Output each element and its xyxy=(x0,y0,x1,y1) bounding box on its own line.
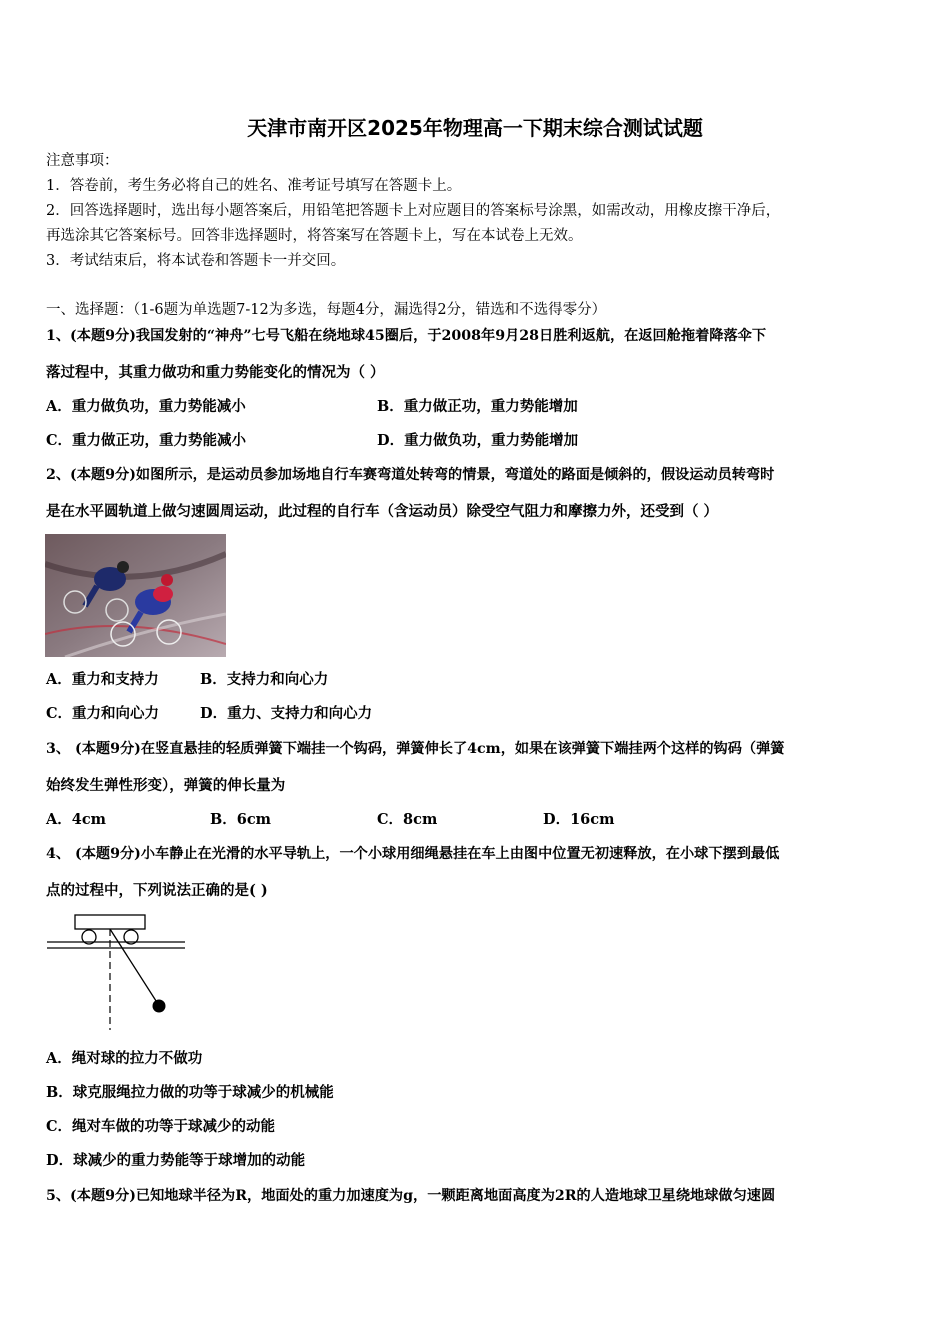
q2-option-c: C．重力和向心力 xyxy=(46,705,160,722)
q1-option-c: C．重力做正功，重力势能减小 xyxy=(46,432,247,449)
q4-option-b: B．球克服绳拉力做的功等于球减少的机械能 xyxy=(46,1084,334,1101)
cart-pendulum-diagram xyxy=(45,912,190,1032)
cycling-photo xyxy=(45,534,226,657)
q3-option-a: A．4cm xyxy=(46,811,107,828)
q3-stem-line1: 3、 (本题9分)在竖直悬挂的轻质弹簧下端挂一个钩码，弹簧伸长了4cm，如果在该弹簧下端挂两个这样的钩码（弹簧 xyxy=(46,741,785,757)
q3-option-b: B．6cm xyxy=(210,811,272,828)
q1-option-a: A．重力做负功，重力势能减小 xyxy=(46,398,246,415)
q2-option-b: B．支持力和向心力 xyxy=(200,671,329,688)
q2-option-d: D．重力、支持力和向心力 xyxy=(200,705,373,722)
q3-option-c: C．8cm xyxy=(377,811,438,828)
q2-stem-line1: 2、(本题9分)如图所示，是运动员参加场地自行车赛弯道处转弯的情景，弯道处的路面是倾斜的，假设运动员转弯时 xyxy=(46,467,775,483)
q4-option-a: A．绳对球的拉力不做功 xyxy=(46,1050,203,1067)
notice-item-2-cont: 再选涂其它答案标号。回答非选择题时，将答案写在答题卡上，写在本试卷上无效。 xyxy=(46,228,583,244)
page-title: 天津市南开区2025年物理高一下期末综合测试试题 xyxy=(247,116,703,140)
notice-item-2: 2．回答选择题时，选出每小题答案后，用铅笔把答题卡上对应题目的答案标号涂黑，如需改动，用橡皮擦干净后， xyxy=(46,203,781,219)
notice-item-3: 3．考试结束后，将本试卷和答题卡一并交回。 xyxy=(46,253,346,269)
q1-stem-line2: 落过程中，其重力做功和重力势能变化的情况为（ ） xyxy=(46,364,385,381)
q5-stem-line1: 5、(本题9分)已知地球半径为R，地面处的重力加速度为g，一颗距离地面高度为2R的人造地球卫星绕地球做匀速圆 xyxy=(46,1188,776,1204)
q4-stem-line1: 4、 (本题9分)小车静止在光滑的水平导轨上，一个小球用细绳悬挂在车上由图中位置无初速释放，在小球下摆到最低 xyxy=(46,846,780,862)
q4-option-c: C．绳对车做的功等于球减少的动能 xyxy=(46,1118,276,1135)
q4-option-d: D．球减少的重力势能等于球增加的动能 xyxy=(46,1152,306,1169)
q1-stem-line1: 1、(本题9分)我国发射的“神舟”七号飞船在绕地球45圈后，于2008年9月28日胜利返航，在返回舱拖着降落伞下 xyxy=(46,328,767,344)
notice-heading: 注意事项： xyxy=(46,153,119,169)
q4-stem-line2: 点的过程中，下列说法正确的是( ) xyxy=(46,882,268,899)
q3-stem-line2: 始终发生弹性形变），弹簧的伸长量为 xyxy=(46,777,286,794)
notice-item-1: 1．答卷前，考生务必将自己的姓名、准考证号填写在答题卡上。 xyxy=(46,178,462,194)
q2-option-a: A．重力和支持力 xyxy=(46,671,159,688)
q3-option-d: D．16cm xyxy=(543,811,615,828)
q1-option-b: B．重力做正功，重力势能增加 xyxy=(377,398,578,415)
q1-option-d: D．重力做负功，重力势能增加 xyxy=(377,432,579,449)
q2-stem-line2: 是在水平圆轨道上做匀速圆周运动，此过程的自行车（含运动员）除受空气阻力和摩擦力外，还受到（ ） xyxy=(46,503,719,520)
section-heading: 一、选择题：（1-6题为单选题7-12为多选，每题4分，漏选得2分，错选和不选得零分） xyxy=(46,302,607,318)
